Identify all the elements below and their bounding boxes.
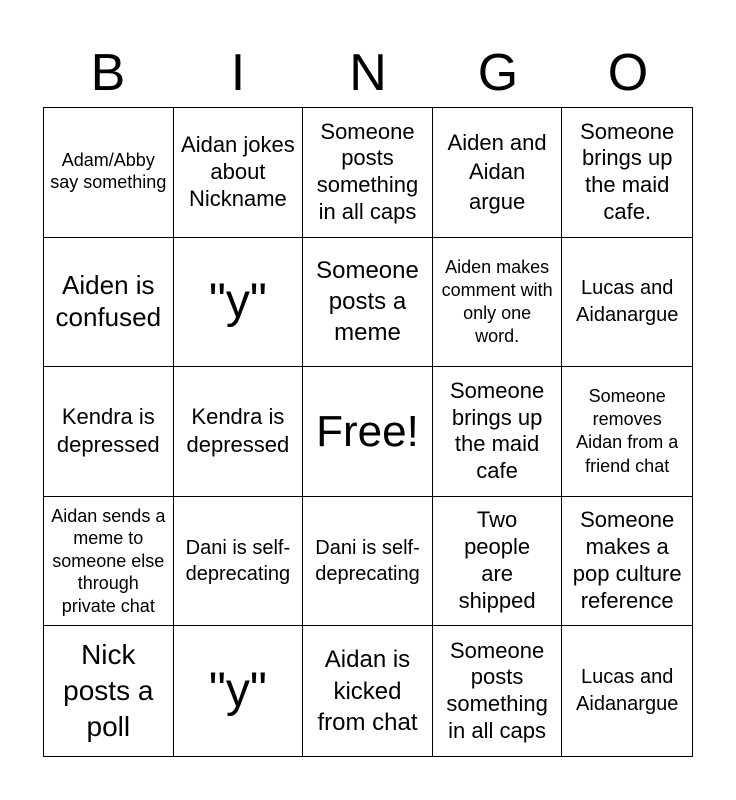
header-letter-i: I <box>230 44 246 102</box>
cell-text: Nick posts a poll <box>63 638 154 743</box>
cell-text: Someone posts something in all caps <box>316 118 419 225</box>
cell-text: Lucas and Aidanargue <box>576 666 679 716</box>
bingo-cell[interactable] <box>562 367 692 497</box>
header-letter-g: G <box>477 44 519 102</box>
cell-text: Aiden makes comment with only one word. <box>441 256 553 346</box>
bingo-cell[interactable] <box>44 626 174 756</box>
cell-text: Dani is self-deprecating <box>315 537 420 586</box>
bingo-cell[interactable] <box>562 626 692 756</box>
bingo-cell[interactable] <box>303 497 433 627</box>
header-letter-b: B <box>90 44 126 102</box>
bingo-cell[interactable] <box>174 238 304 368</box>
bingo-cell[interactable] <box>433 108 563 238</box>
cell-text: "y" <box>208 274 267 328</box>
cell-text: Kendra is depressed <box>186 403 290 458</box>
cell-text: Someone makes a pop culture reference <box>572 507 682 613</box>
free-space-label: Free! <box>316 406 419 456</box>
bingo-cell[interactable] <box>44 367 174 497</box>
cell-text: Aiden and Aidan argue <box>447 129 547 215</box>
cell-text: Lucas and Aidanargue <box>576 276 679 326</box>
bingo-cell[interactable] <box>562 108 692 238</box>
cell-text: Aidan is kicked from chat <box>317 646 418 736</box>
cell-text: Someone removes Aidan from a friend chat <box>576 386 679 476</box>
bingo-cell[interactable] <box>433 238 563 368</box>
bingo-cell[interactable] <box>433 367 563 497</box>
bingo-cell[interactable] <box>303 108 433 238</box>
bingo-header <box>43 40 693 106</box>
bingo-cell[interactable] <box>562 238 692 368</box>
free-space[interactable] <box>303 367 433 497</box>
cell-text: Aidan sends a meme to someone else through private chat <box>51 505 166 616</box>
cell-text: Two people are shipped <box>458 507 536 613</box>
cell-text: Dani is self-deprecating <box>185 537 291 586</box>
cell-text: Someone posts a meme <box>316 257 419 347</box>
bingo-cell[interactable] <box>174 497 304 627</box>
bingo-cell[interactable] <box>44 497 174 627</box>
cell-text: Kendra is depressed <box>56 403 160 458</box>
cell-text: Aiden is confused <box>55 270 162 332</box>
header-letter-o: O <box>607 44 649 102</box>
bingo-board <box>43 107 693 757</box>
bingo-cell[interactable] <box>44 108 174 238</box>
cell-text: Someone posts something in all caps <box>446 637 548 744</box>
cell-text: Aidan jokes about Nickname <box>181 132 295 211</box>
cell-text: Adam/Abby say something <box>50 150 167 193</box>
header-letter-n: N <box>349 44 387 102</box>
bingo-cell[interactable] <box>174 626 304 756</box>
bingo-cell[interactable] <box>433 626 563 756</box>
bingo-cell[interactable] <box>303 626 433 756</box>
cell-text: Someone brings up the maid cafe <box>450 377 545 484</box>
bingo-cell[interactable] <box>433 497 563 627</box>
cell-text: "y" <box>208 663 267 717</box>
cell-text: Someone brings up the maid cafe. <box>580 118 675 225</box>
bingo-cell[interactable] <box>303 238 433 368</box>
bingo-cell[interactable] <box>174 367 304 497</box>
bingo-cell[interactable] <box>174 108 304 238</box>
bingo-cell[interactable] <box>44 238 174 368</box>
bingo-cell[interactable] <box>562 497 692 627</box>
